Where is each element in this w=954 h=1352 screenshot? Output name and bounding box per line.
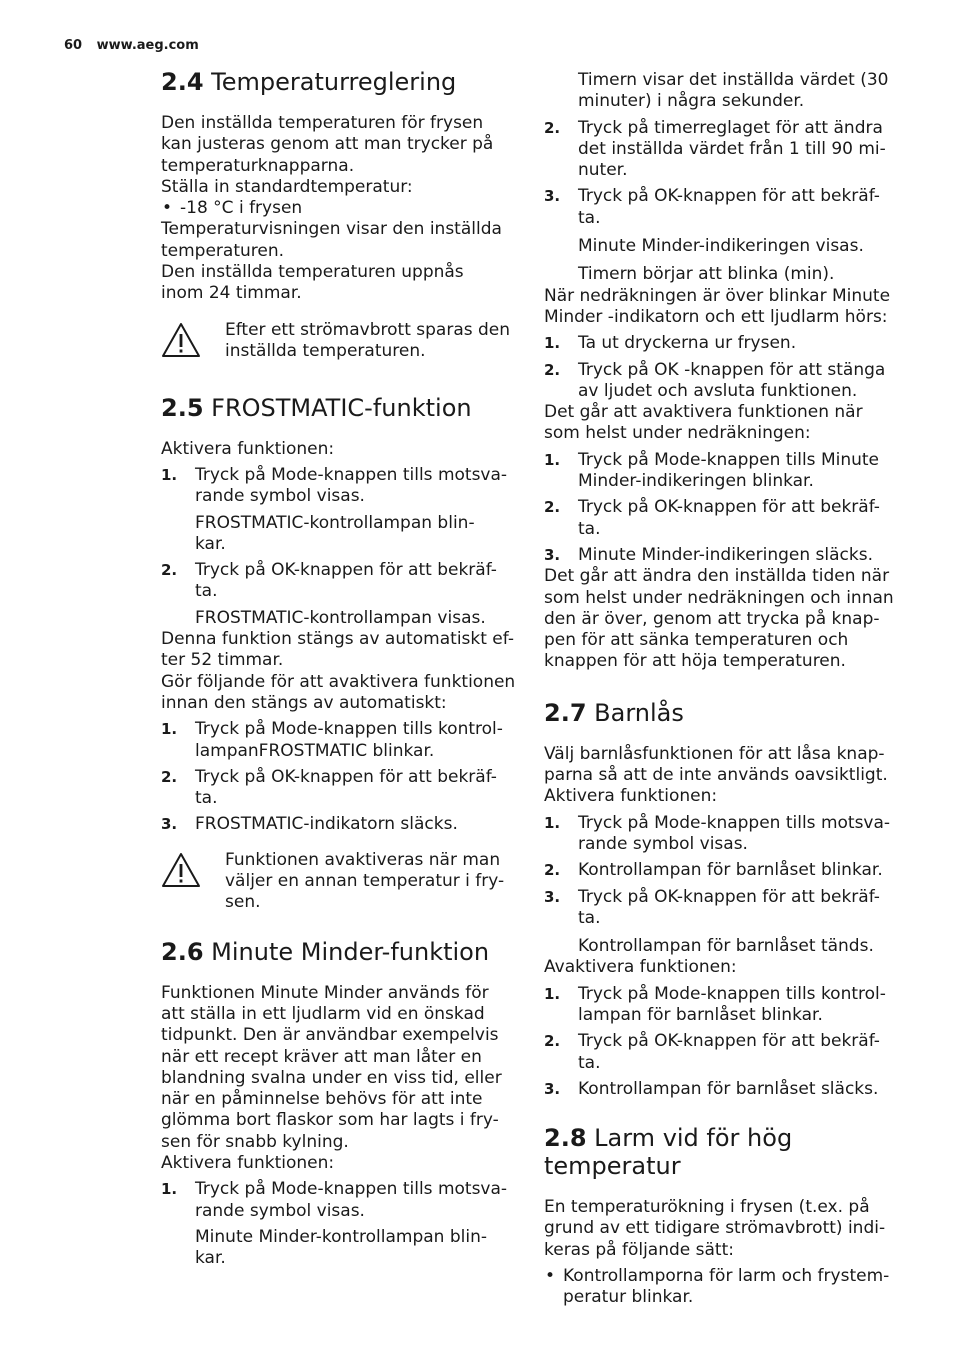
section-2-8-heading: 2.8 Larm vid för hög temperatur (544, 1124, 793, 1181)
step-item: 2. Tryck på OK-knappen för att bekräf- ta. (161, 560, 497, 602)
paragraph: En temperaturökning i frysen (t.ex. på grund av ett tidigare strömavbrott) indi- keras på följande sätt: (544, 1197, 886, 1260)
step-item: 1. Tryck på Mode-knappen tills motsva- rande symbol visas. (544, 812, 891, 854)
warning-icon (161, 852, 201, 888)
section-2-7-heading: 2.7 Barnlås (544, 698, 684, 727)
list-item: • Kontrollamporna för larm och frystem- peratur blinkar. (545, 1266, 890, 1308)
paragraph: Det går att avaktivera funktionen när som helst under nedräkningen: (544, 402, 863, 444)
paragraph: När nedräkningen är över blinkar Minute Minder -indikatorn och ett ljudlarm hörs: (544, 285, 891, 327)
warning-note: Efter ett strömavbrott sparas den inställda temperaturen. (161, 320, 521, 364)
warning-note: Funktionen avaktiveras när man väljer en annan temperatur i fry- sen. (161, 850, 521, 914)
step-item: 1. Tryck på Mode-knappen tills motsva- rande symbol visas. (161, 1179, 508, 1221)
paragraph: Det går att ändra den inställda tiden när som helst under nedräkningen och innan den är över, genom att trycka på knap- pen för att sänka temperaturen och knappen för att höja temperaturen. (544, 566, 894, 672)
paragraph: Denna funktion stängs av automatiskt ef- ter 52 timmar. Gör följande för att avaktivera funktionen innan den stängs av automatiskt: (161, 629, 516, 713)
paragraph: Avaktivera funktionen: (544, 957, 737, 978)
step-item: 3. Tryck på OK-knappen för att bekräf- ta. (544, 186, 880, 228)
step-item: 2. Tryck på OK-knappen för att bekräf- ta. (544, 1031, 880, 1073)
page-header (64, 38, 199, 53)
step-note: Timern börjar att blinka (min). (578, 264, 835, 285)
right-column (544, 70, 904, 1309)
step-note: Minute Minder-indikeringen visas. (578, 236, 864, 257)
warning-icon (161, 322, 201, 358)
step-item: 3. Tryck på OK-knappen för att bekräf- ta. (544, 886, 880, 928)
step-item: 1. Tryck på Mode-knappen tills kontrol- lampanFROSTMATIC blinkar. (161, 719, 503, 761)
step-note: Minute Minder-kontrollampan blin- kar. (195, 1226, 487, 1269)
section-2-5-heading: 2.5 FROSTMATIC-funktion (161, 393, 472, 422)
page-number: 60 (64, 38, 83, 53)
website-link[interactable]: www.aeg.com (96, 38, 199, 53)
paragraph: Funktionen Minute Minder används för att ställa in ett ljudlarm vid en önskad tidpunkt. Den är användbar exempelvis när ett recept kräver att man låter en blandning svalna under en viss tid, eller när en påminnelse behövs för att inte glömma bort flaskor som har lagts i fry- sen för snabb kylning. Aktivera funktionen: (161, 982, 502, 1173)
step-item: 3. FROSTMATIC-indikatorn släcks. (161, 814, 458, 835)
step-item: 3. Minute Minder-indikeringen släcks. (544, 544, 873, 565)
step-note: FROSTMATIC-kontrollampan blin- kar. (195, 512, 475, 554)
left-column (161, 68, 521, 1269)
step-item: 3. Kontrollampan för barnlåset släcks. (544, 1078, 879, 1099)
step-item: 2. Tryck på timerreglaget för att ändra det inställda värdet från 1 till 90 mi- nuter. (544, 117, 886, 181)
step-item: 1. Tryck på Mode-knappen tills Minute Minder-indikeringen blinkar. (544, 449, 880, 492)
section-2-6-heading: 2.6 Minute Minder-funktion (161, 937, 490, 966)
step-item: 2. Kontrollampan för barnlåset blinkar. (544, 860, 883, 881)
step-item: 1. Tryck på Mode-knappen tills kontrol- lampan för barnlåset blinkar. (544, 983, 886, 1025)
step-note: FROSTMATIC-kontrollampan visas. (195, 607, 486, 628)
step-item: 1. Ta ut dryckerna ur frysen. (544, 333, 797, 354)
step-item: 1. Tryck på Mode-knappen tills motsva- rande symbol visas. (161, 464, 508, 507)
step-item: 2. Tryck på OK-knappen för att bekräf- ta. (544, 497, 880, 539)
paragraph: Välj barnlåsfunktionen för att låsa knap- parna så att de inte används oavsiktligt. Aktivera funktionen: (544, 743, 888, 807)
paragraph: Aktivera funktionen: (161, 438, 335, 459)
step-note: Timern visar det inställda värdet (30 minuter) i några sekunder. (578, 70, 889, 112)
list-item: • -18 °C i frysen (162, 198, 303, 219)
step-note: Kontrollampan för barnlåset tänds. (578, 936, 874, 957)
step-item: 2. Tryck på OK-knappen för att bekräf- ta. (161, 766, 497, 809)
step-item: 2. Tryck på OK -knappen för att stänga av ljudet och avsluta funktionen. (544, 359, 886, 401)
section-2-4-heading: 2.4 Temperaturreglering (161, 68, 457, 96)
s24-details: Temperaturvisningen visar den inställda temperaturen. Den inställda temperaturen uppnås inom 24 timmar. (161, 219, 502, 304)
s24-intro: Den inställda temperaturen för frysen kan justeras genom att man trycker på temperaturknapparna. Ställa in standardtemperatur: (161, 113, 494, 197)
